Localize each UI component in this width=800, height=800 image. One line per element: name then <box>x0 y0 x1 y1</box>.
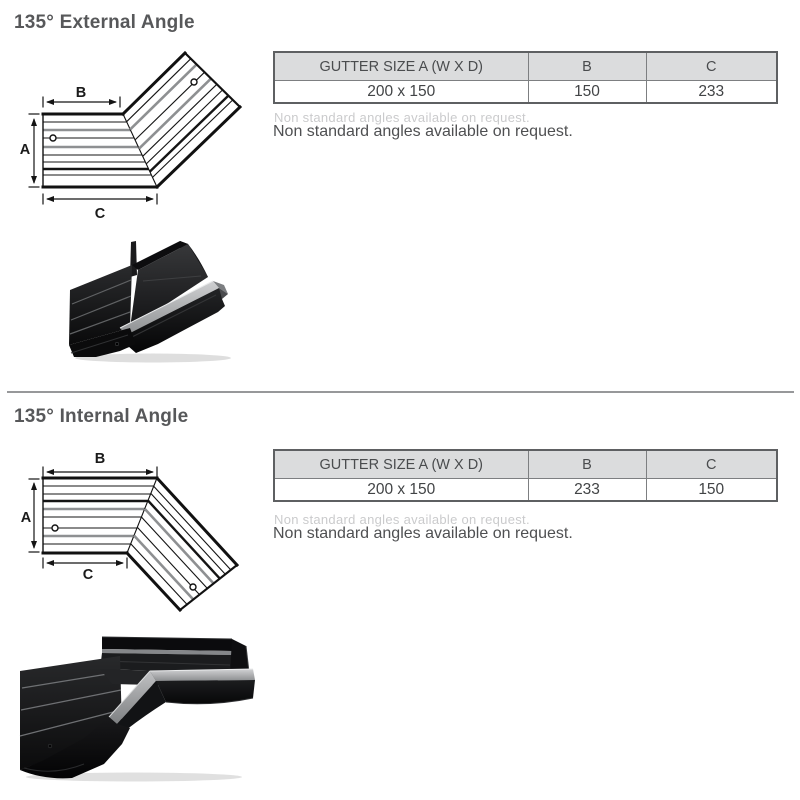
table-header-row <box>274 52 777 81</box>
right-end-cap <box>230 639 249 673</box>
section-divider <box>7 391 794 393</box>
non-standard-note: Non standard angles available on request. <box>273 123 573 140</box>
screw-hole <box>52 525 58 531</box>
dimension-label-c: C <box>82 567 94 583</box>
col-header-b: B <box>528 52 646 81</box>
col-header-gutter-size: GUTTER SIZE A (W X D) <box>274 450 528 479</box>
cell-b: 150 <box>528 81 646 104</box>
section-title-external: 135° External Angle <box>14 12 195 33</box>
dimension-label-a: A <box>19 142 31 158</box>
col-header-c: C <box>646 450 777 479</box>
cell-c: 233 <box>646 81 777 104</box>
dimension-label-c: C <box>94 206 106 222</box>
horizontal-run <box>43 114 157 187</box>
angled-run <box>123 53 240 187</box>
col-header-c: C <box>646 52 777 81</box>
internal-angle-diagram <box>14 448 246 620</box>
faded-ghost-text: Non standard angles available on request. <box>274 110 530 125</box>
table-header-row <box>274 450 777 479</box>
rivet-hole <box>48 744 52 748</box>
angled-run <box>127 478 237 610</box>
rivet-hole <box>115 342 118 345</box>
cell-gutter-size: 200 x 150 <box>274 81 528 104</box>
col-header-gutter-size: GUTTER SIZE A (W X D) <box>274 52 528 81</box>
screw-hole <box>50 135 56 141</box>
cell-c: 150 <box>646 479 777 502</box>
non-standard-note: Non standard angles available on request. <box>273 525 573 542</box>
screw-hole <box>190 584 196 590</box>
section-title-internal: 135° Internal Angle <box>14 406 189 427</box>
screw-hole <box>191 79 197 85</box>
cell-gutter-size: 200 x 150 <box>274 479 528 502</box>
internal-angle-photo <box>14 628 264 783</box>
external-angle-photo <box>68 236 243 364</box>
internal-spec-table <box>273 449 778 502</box>
table-row <box>274 479 777 502</box>
cell-b: 233 <box>528 479 646 502</box>
table-row <box>274 81 777 104</box>
col-header-b: B <box>528 450 646 479</box>
dimension-label-a: A <box>20 510 32 526</box>
dimension-arrows <box>20 85 157 222</box>
external-spec-table <box>273 51 778 104</box>
dimension-label-b: B <box>94 451 106 467</box>
external-angle-diagram <box>14 44 246 226</box>
faded-ghost-text: Non standard angles available on request. <box>274 512 530 527</box>
dimension-label-b: B <box>75 85 87 101</box>
